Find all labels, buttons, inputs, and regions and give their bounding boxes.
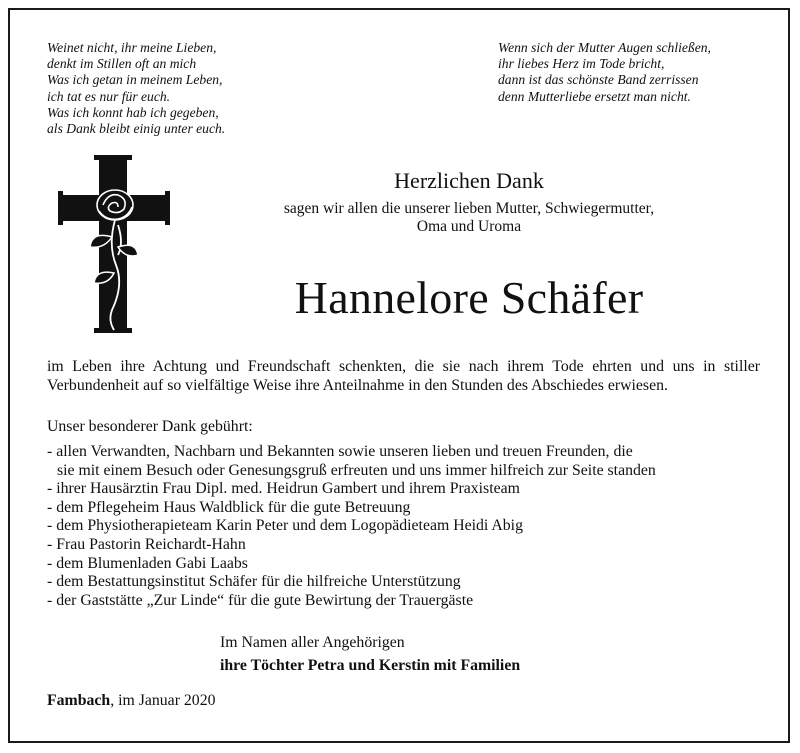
list-item: - der Gaststätte „Zur Linde“ für die gute Bewirtung der Trauergäste [47,591,474,609]
signoff-line: Im Namen aller Angehörigen [220,634,405,651]
list-item: - Frau Pastorin Reichardt-Hahn [47,535,246,553]
signoff [220,631,520,677]
thanks-subtitle [232,200,706,235]
poem-line: denkt im Stillen oft an mich [47,56,197,72]
poem-left [47,40,225,137]
deceased-name: Hannelore Schäfer [294,272,644,323]
poem-line: als Dank bleibt einig unter euch. [47,121,226,137]
list-item: - dem Pflegeheim Haus Waldblick für die gute Betreuung [47,498,411,516]
thanks-line: Oma und Uroma [416,217,522,235]
list-item: - dem Physiotherapieteam Karin Peter und dem Logopädieteam Heidi Abig [47,517,523,535]
poem-line: Was ich konnt hab ich gegeben, [47,104,219,120]
poem-line: dann ist das schönste Band zerrissen [498,72,699,88]
list-item: - dem Bestattungsinstitut Schäfer für die hilfreiche Unterstützung [47,573,461,591]
list-item: - allen Verwandten, Nachbarn und Bekannten sowie unseren lieben und treuen Freunden, die [47,443,633,460]
signoff-family: ihre Töchter Petra und Kerstin mit Familien [220,657,521,674]
intro-paragraph: im Leben ihre Achtung und Freundschaft schenkten, die sie nach ihrem Tode ehrten und uns in stiller Verbundenheit auf so vielfältige Weise ihre Anteilnahme in den Stunden des Abschiedes erwiesen. [47,358,760,394]
list-item: - ihrer Hausärztin Frau Dipl. med. Heidrun Gambert und ihrem Praxisteam [47,480,520,498]
thanks-list [47,443,656,610]
poem-line: Weinet nicht, ihr meine Lieben, [47,40,217,55]
thanks-title: Herzlichen Dank [394,168,544,193]
poem-line: ihr liebes Herz im Tode bricht, [498,56,665,72]
poem-line: Was ich getan in meinem Leben, [47,72,223,88]
place-date [47,692,216,710]
special-thanks-heading: Unser besonderer Dank gebührt: [47,418,253,435]
cross-with-rose-icon [58,155,170,333]
poem-line: ich tat es nur für euch. [47,88,171,104]
list-item: sie mit einem Besuch oder Genesungsgruß erfreuten und uns immer hilfreich zur Seite standen [57,461,656,479]
thanks-line: sagen wir allen die unserer lieben Mutter, Schwiegermutter, [283,200,655,217]
poem-right [498,40,711,105]
date-text: , im Januar 2020 [110,692,216,709]
poem-line: Wenn sich der Mutter Augen schließen, [498,40,711,55]
poem-line: denn Mutterliebe ersetzt man nicht. [498,88,691,104]
place-name: Fambach [47,692,111,709]
list-item: - dem Blumenladen Gabi Laabs [47,554,248,572]
